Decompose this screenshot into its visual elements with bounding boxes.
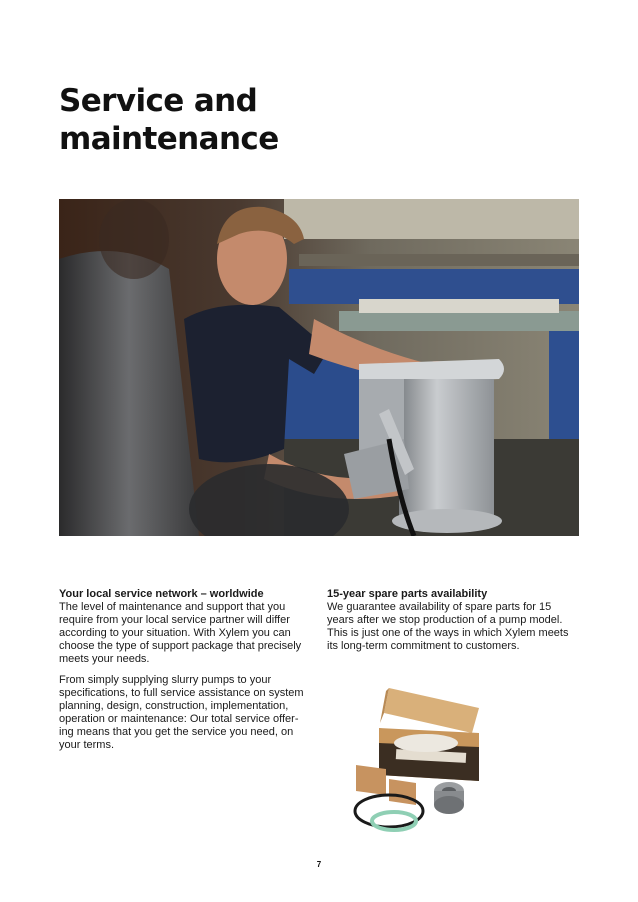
service-network-paragraph-2: From simply supplying slurry pumps to your specifications, to full service assistance on system planning, design, construction, implementation, operation or maintenance: Our total service offer-ing means that you get the service you need, on your terms. [59, 674, 304, 751]
technician-photo [59, 199, 579, 536]
page-title [59, 82, 279, 158]
spare-parts-kit-image [344, 683, 494, 838]
spare-parts-paragraph: We guarantee availability of spare parts for 15 years after we stop production of a pump model. This is just one of the ways in which Xylem meets its long-term commitment to customers. [327, 601, 569, 652]
spare-parts-section [327, 588, 577, 661]
spare-parts-heading: 15-year spare parts availability [327, 588, 488, 600]
title-line-2: maintenance [59, 121, 279, 157]
service-network-paragraph-1: The level of maintenance and support that you require from your local service partner will differ according to your situation. With Xylem you can choose the type of support package that precisely meets your needs. [59, 601, 302, 665]
page-number: 7 [316, 860, 322, 869]
title-line-1: Service and [59, 83, 258, 119]
service-network-heading: Your local service network – worldwide [59, 588, 264, 600]
service-network-section [59, 588, 311, 760]
